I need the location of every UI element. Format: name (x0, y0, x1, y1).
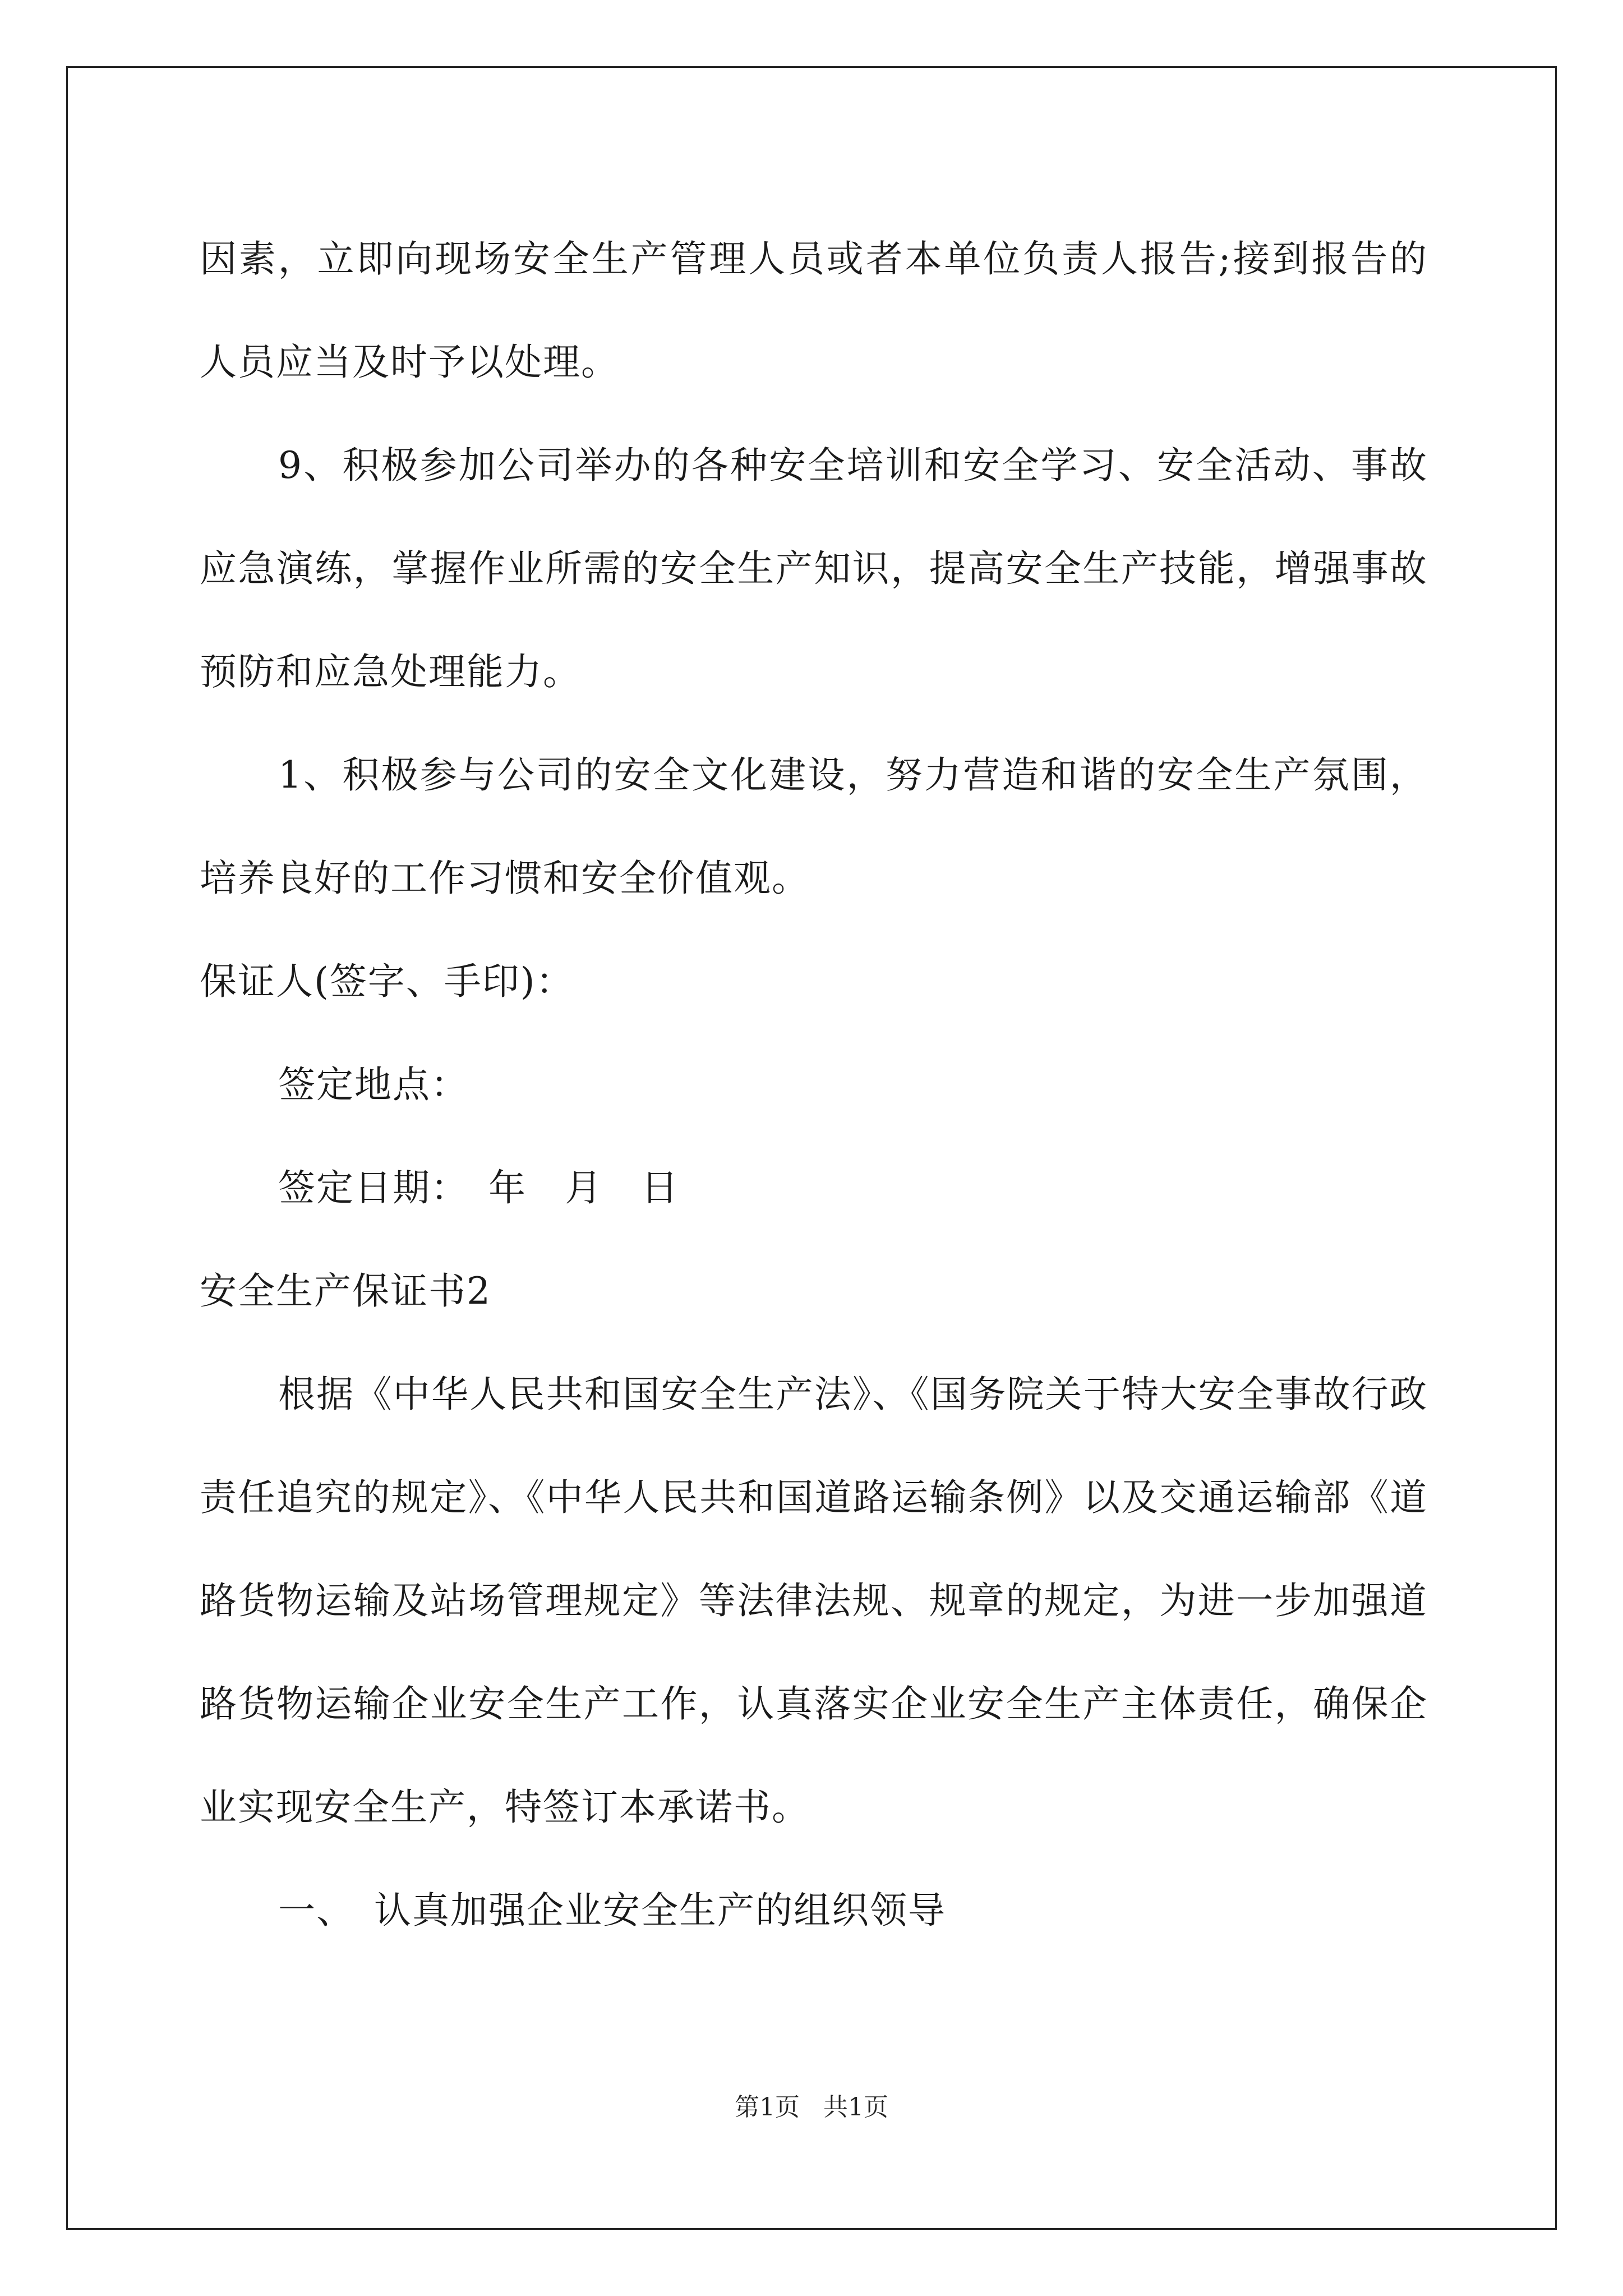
page-number: 第1页 (735, 2093, 800, 2122)
paragraph-1: 因素，立即向现场安全生产管理人员或者本单位负责人报告;接到报告的人员应当及时予以处理。 (200, 237, 1428, 384)
paragraph-item-9: 9、积极参加公司举办的各种安全培训和安全学习、安全活动、事故应急演练，掌握作业所需的安全生产知识，提高安全生产技能，增强事故预防和应急处理能力。 (200, 444, 1428, 693)
preamble-paragraph: 根据《中华人民共和国安全生产法》、《国务院关于特大安全事故行政责任追究的规定》、《中华人民共和国道路运输条例》以及交通运输部《道路货物运输及站场管理规定》等法律法规、规章的规定，为进一步加强道路货物运输企业安全生产工作，认真落实企业安全生产主体责任，确保企业实现安全生产，特签订本承诺书。 (200, 1373, 1428, 1829)
signing-location-line: 签定地点： (278, 1063, 469, 1106)
page-footer (0, 2087, 1623, 2123)
heading-one: 一、 认真加强企业安全生产的组织领导 (278, 1889, 946, 1932)
section-title: 安全生产保证书2 (200, 1269, 491, 1313)
document-body (200, 208, 1428, 1962)
signing-date-line: 签定日期： 年 月 日 (278, 1166, 679, 1209)
page-total: 共1页 (823, 2093, 888, 2122)
guarantor-signature-line: 保证人(签字、手印)： (200, 960, 574, 1003)
paragraph-item-1: 1、积极参与公司的安全文化建设，努力营造和谐的安全生产氛围，培养良好的工作习惯和安全价值观。 (200, 753, 1428, 900)
